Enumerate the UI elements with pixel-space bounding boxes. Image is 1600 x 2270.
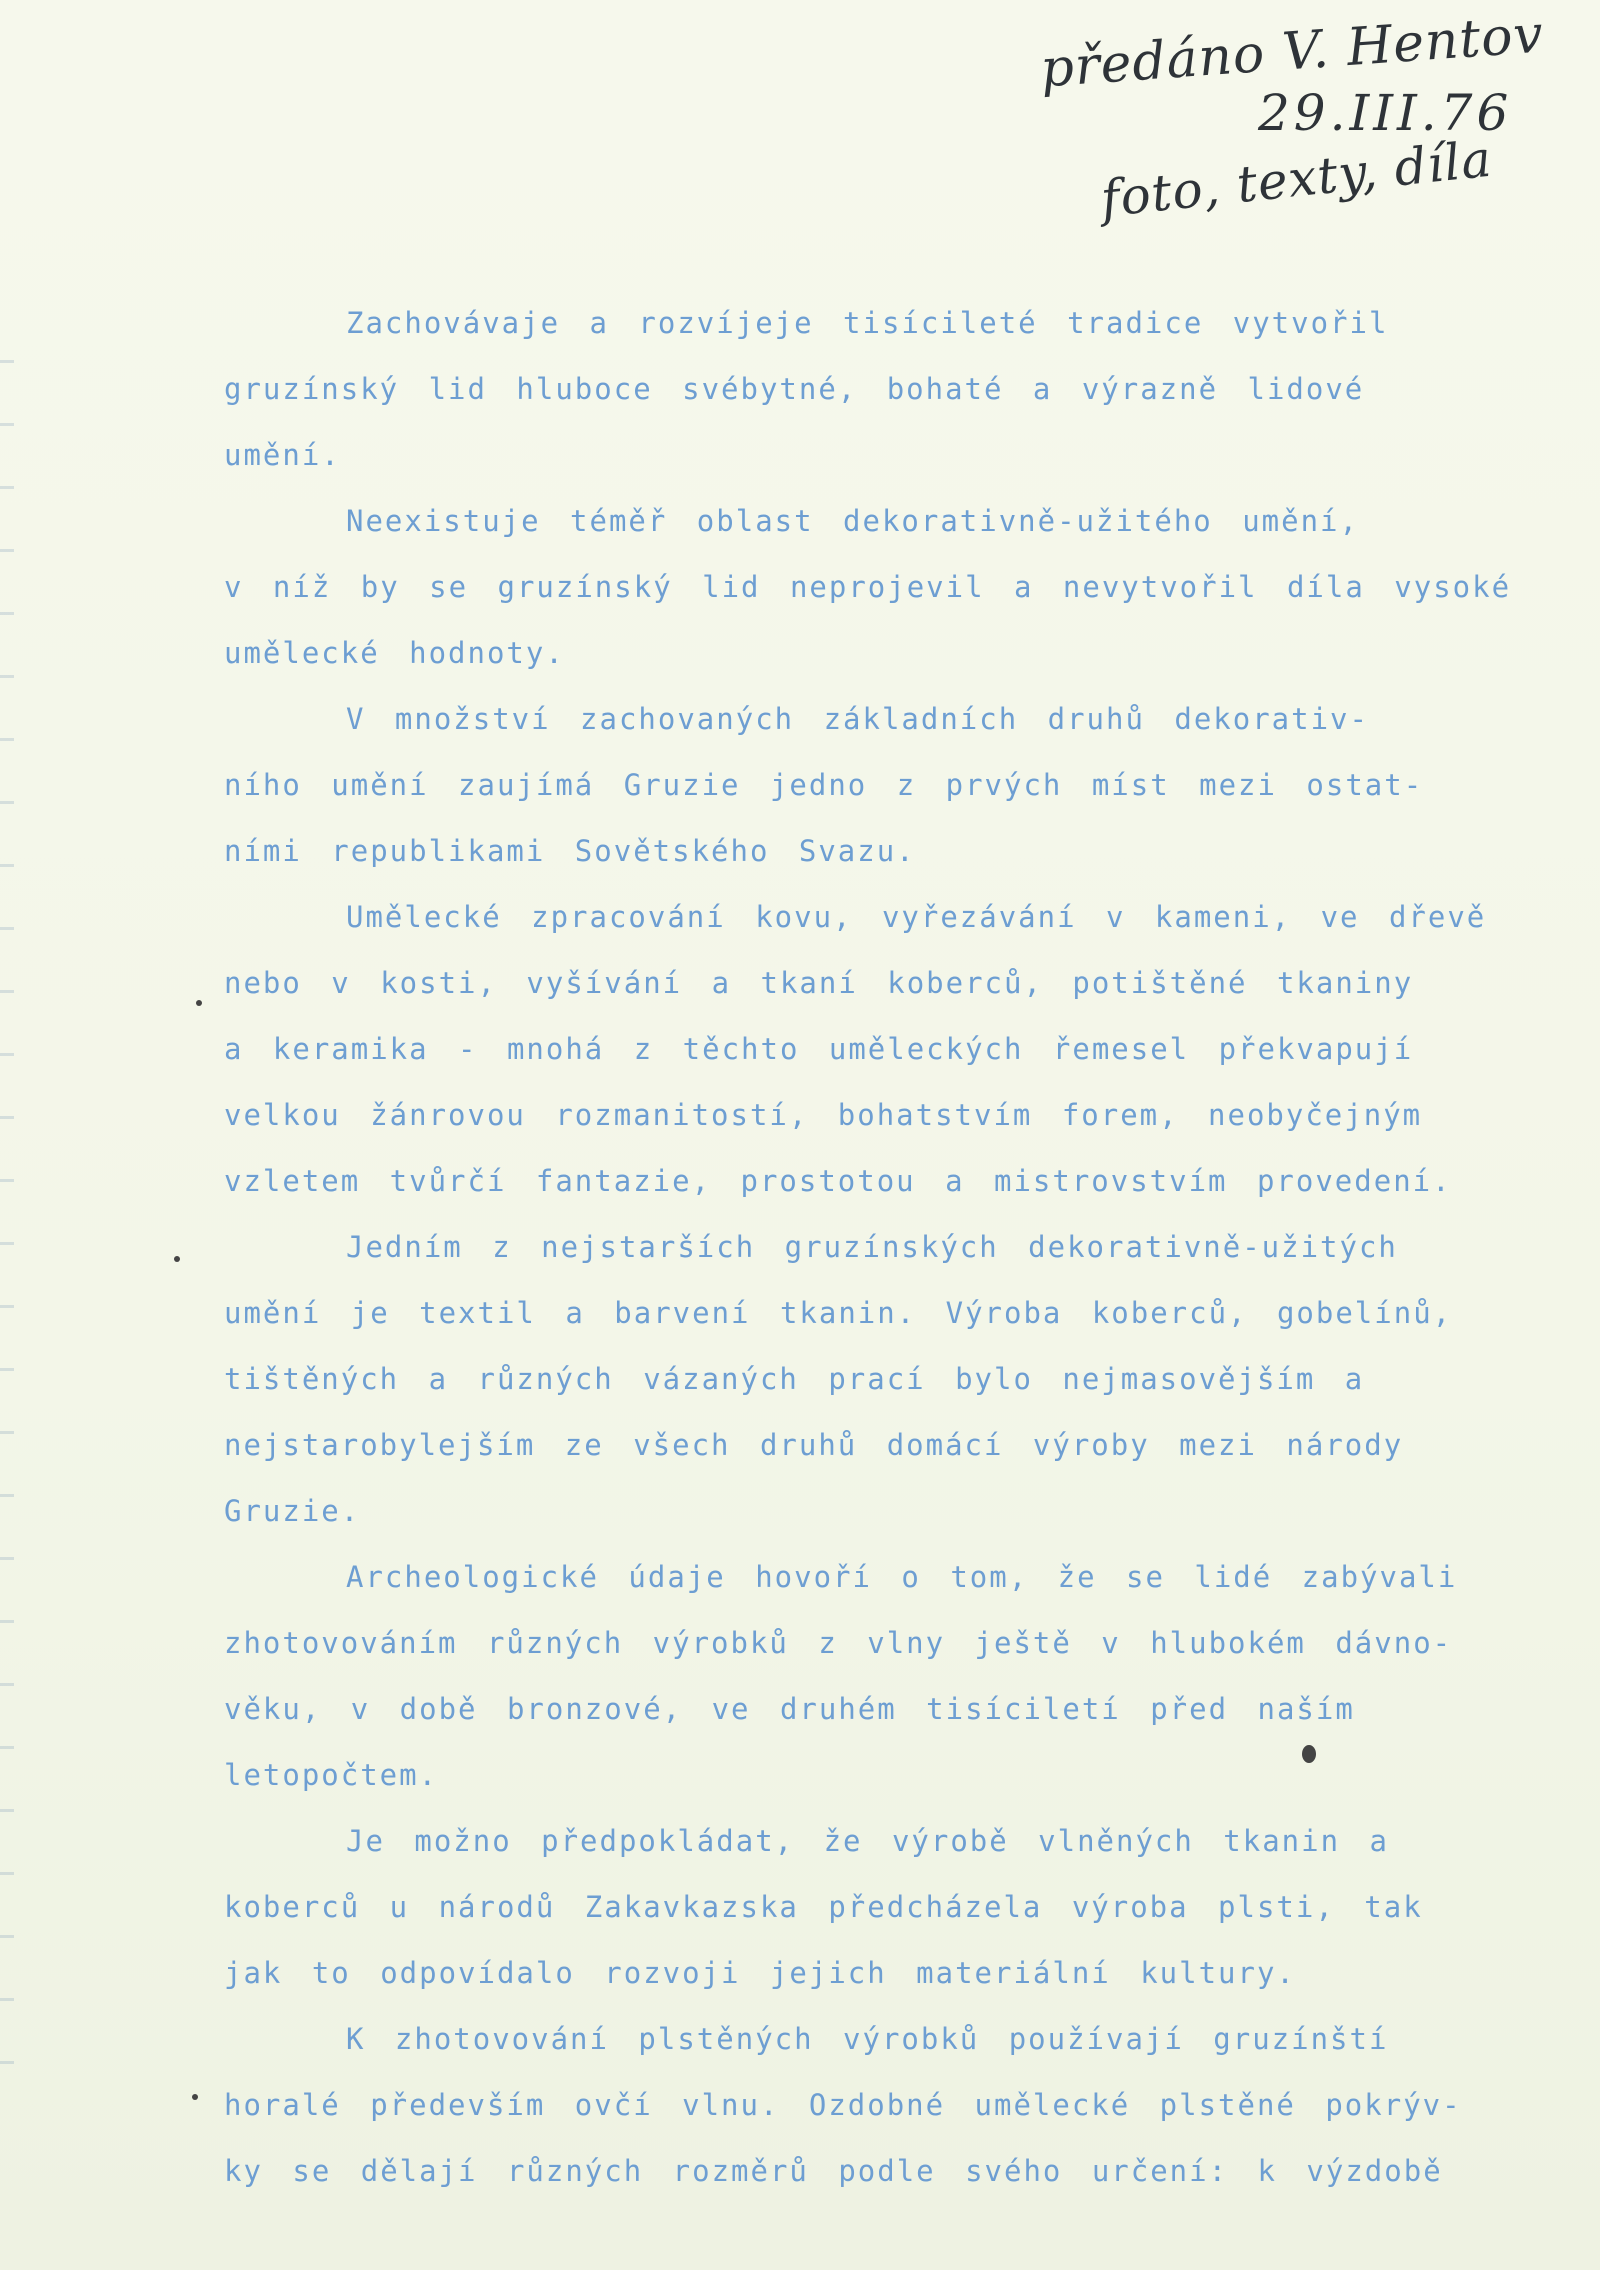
handwritten-note-date: 29.III.76 <box>1258 84 1513 142</box>
handwritten-note-line-1: předáno V. Hentov <box>1038 4 1546 100</box>
typed-line: ními republikami Sovětského Svazu. <box>224 834 916 868</box>
typed-line: V množství zachovaných základních druhů dekorativ- <box>346 702 1369 736</box>
typed-line: umělecké hodnoty. <box>224 636 565 670</box>
typed-line: gruzínský lid hluboce svébytné, bohaté a výrazně lidové <box>224 372 1365 406</box>
ink-blot <box>1302 1745 1316 1763</box>
typed-line: umění je textil a barvení tkanin. Výroba koberců, gobelínů, <box>224 1296 1453 1330</box>
typed-body-text <box>224 290 1524 2204</box>
handwritten-note-line-3: foto, texty, díla <box>1098 129 1495 229</box>
margin-dot <box>174 1256 180 1262</box>
typed-line: tištěných a různých vázaných prací bylo nejmasovějším a <box>224 1362 1365 1396</box>
typed-line: a keramika - mnohá z těchto uměleckých řemesel překvapují <box>224 1032 1414 1066</box>
typed-line: Jedním z nejstarších gruzínských dekorativně-užitých <box>346 1230 1398 1264</box>
typed-line: nejstarobylejším ze všech druhů domácí výroby mezi národy <box>224 1428 1404 1462</box>
typed-line: letopočtem. <box>224 1758 439 1792</box>
typed-line: umění. <box>224 438 341 472</box>
typed-line: Gruzie. <box>224 1494 361 1528</box>
typed-line: horalé především ovčí vlnu. Ozdobné umělecké plstěné pokrýv- <box>224 2088 1462 2122</box>
typed-line: koberců u národů Zakavkazska předcházela výroba plsti, tak <box>224 1890 1423 1924</box>
typed-line: věku, v době bronzové, ve druhém tisíciletí před naším <box>224 1692 1355 1726</box>
typed-line: jak to odpovídalo rozvoji jejich materiální kultury. <box>224 1956 1296 1990</box>
typed-line: nebo v kosti, vyšívání a tkaní koberců, potištěné tkaniny <box>224 966 1414 1000</box>
typed-line: Je možno předpokládat, že výrobě vlněných tkanin a <box>346 1824 1389 1858</box>
typed-line: velkou žánrovou rozmanitostí, bohatstvím forem, neobyčejným <box>224 1098 1423 1132</box>
typed-line: Umělecké zpracování kovu, vyřezávání v kameni, ve dřevě <box>346 900 1487 934</box>
typed-line: Zachovávaje a rozvíjeje tisícileté tradice vytvořil <box>346 306 1389 340</box>
left-margin-marks <box>0 300 14 2100</box>
typed-line: Archeologické údaje hovoří o tom, že se lidé zabývali <box>346 1560 1458 1594</box>
margin-dot <box>196 1000 202 1006</box>
typed-line: ky se dělají různých rozměrů podle svého určení: k výzdobě <box>224 2154 1443 2188</box>
typed-line: ního umění zaujímá Gruzie jedno z prvých míst mezi ostat- <box>224 768 1424 802</box>
typed-line: vzletem tvůrčí fantazie, prostotou a mistrovstvím provedení. <box>224 1164 1452 1198</box>
margin-dot <box>192 2094 198 2100</box>
typed-line: zhotovováním různých výrobků z vlny ještě v hlubokém dávno- <box>224 1626 1453 1660</box>
typed-line: K zhotovování plstěných výrobků používají gruzínští <box>346 2022 1389 2056</box>
typed-line: Neexistuje téměř oblast dekorativně-užitého umění, <box>346 504 1359 538</box>
typed-line: v níž by se gruzínský lid neprojevil a nevytvořil díla vysoké <box>224 570 1512 604</box>
